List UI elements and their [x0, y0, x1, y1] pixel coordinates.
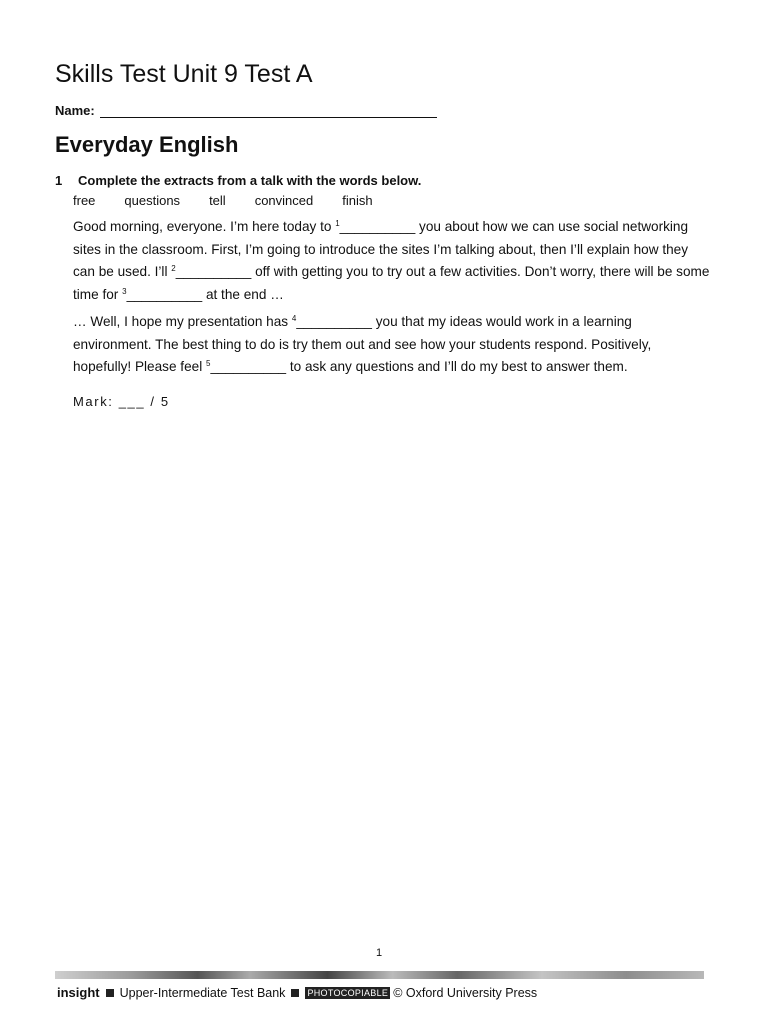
gap-blank: __________ [210, 359, 287, 375]
photocopiable-badge: PHOTOCOPIABLE [307, 987, 389, 998]
text-segment: off with getting you to try out a few activities. Don’t worry, there will be some time for [73, 264, 710, 303]
text-segment: to ask any questions and I’ll do my best to answer them. [286, 359, 628, 375]
word-box-item: questions [124, 193, 181, 208]
gap-blank: __________ [175, 264, 252, 280]
series-name: Upper-Intermediate Test Bank [119, 985, 286, 1000]
text-segment: you that my ideas would work in a learning environment. The best thing to do is try them out and see how your students respond. Positively, hopefully! Please feel [73, 314, 652, 375]
gap-number: 5 [206, 359, 211, 369]
talk-extract-1 [73, 216, 713, 307]
exercise-number: 1 [55, 173, 63, 188]
copyright-text: © Oxford University Press [393, 985, 538, 1000]
talk-extract-2 [73, 311, 713, 379]
page-title: Skills Test Unit 9 Test A [55, 60, 313, 88]
text-segment: at the end … [202, 287, 284, 303]
text-segment: you about how we can use social networking sites in the classroom. First, I’m going to introduce the sites I’m talking about, then I’ll explain how they can be used. I’ll [73, 219, 689, 280]
gap-number: 3 [122, 287, 127, 297]
word-box-item: finish [342, 193, 373, 208]
gap-blank: __________ [339, 219, 416, 234]
word-box-item: convinced [254, 193, 314, 208]
exercise-instruction [55, 173, 421, 188]
brand-logo: insight [57, 985, 100, 1000]
page-number: 1 [375, 947, 383, 959]
word-box-item: tell [209, 193, 226, 208]
decorative-photo-strip [55, 971, 704, 979]
square-bullet-icon [106, 989, 114, 997]
word-box-item: free [73, 193, 96, 208]
word-box [73, 193, 402, 208]
section-title: Everyday English [55, 132, 239, 157]
gap-blank: __________ [296, 314, 372, 329]
name-label: Name: [55, 103, 95, 118]
gap-blank: __________ [126, 287, 203, 303]
text-segment: … Well, I hope my presentation has [73, 314, 292, 329]
gap-number: 4 [291, 314, 297, 323]
name-line [100, 103, 437, 118]
gap-number: 2 [171, 264, 176, 274]
mark-score: Mark: ___ / 5 [73, 394, 170, 409]
square-bullet-icon [291, 989, 299, 997]
footer [57, 985, 537, 1000]
gap-number: 1 [335, 219, 340, 228]
instruction-text: Complete the extracts from a talk with the words below. [78, 173, 422, 188]
text-segment: Good morning, everyone. I’m here today to [73, 219, 336, 234]
name-field-row [55, 103, 437, 118]
